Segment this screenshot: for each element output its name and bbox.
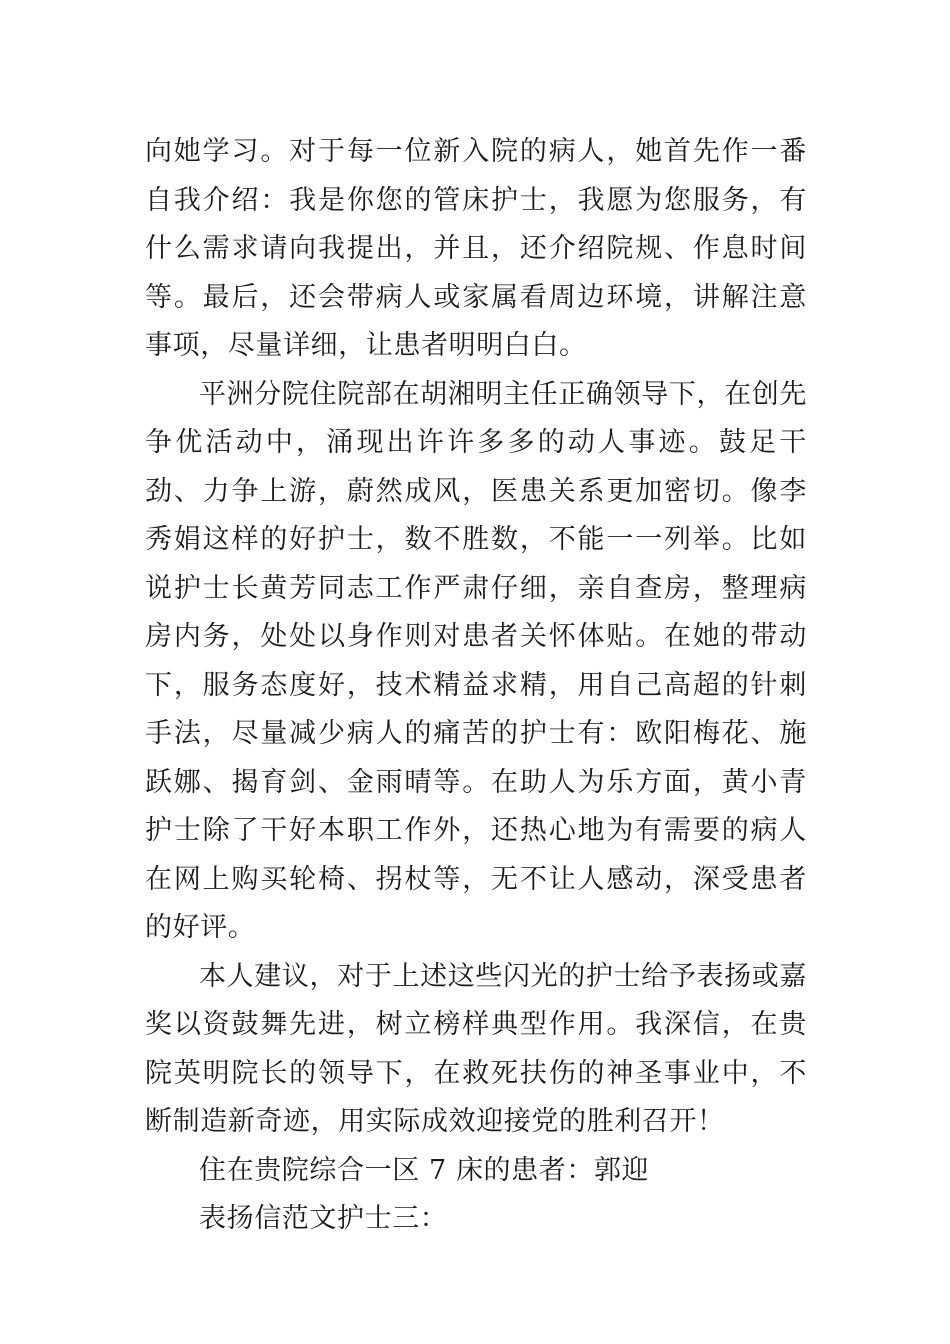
section-heading: 表扬信范文护士三：	[199, 1203, 448, 1234]
signature-line: 住在贵院综合一区 7 床的患者：郭迎	[199, 1154, 650, 1186]
paragraph-pingzhou-branch: 平洲分院住院部在胡湘明主任正确领导下，在创先争优活动中，涌现出许许多多的动人事迹。鼓足干劲、力争上游，蔚然成风，医患关系更加密切。像李秀娟这样的好护士，数不胜数，不能一一列举。比如说护士长黄芳同志工作严肃仔细，亲自查房，整理病房内务，处处以身作则对患者关怀体贴。在她的带动下，服务态度好，技术精益求精，用自己高超的针刺手法，尽量减少病人的痛苦的护士有：欧阳梅花、施跃娜、揭育剑、金雨晴等。在助人为乐方面，黄小青护士除了干好本职工作外，还热心地为有需要的病人在网上购买轮椅、拐杖等，无不让人感动，深受患者的好评。	[145, 378, 807, 943]
paragraph-continuation: 向她学习。对于每一位新入院的病人，她首先作一番自我介绍：我是你您的管床护士，我愿为您服务，有什么需求请向我提出，并且，还介绍院规、作息时间等。最后，还会带病人或家属看周边环境，讲解注意事项，尽量详细，让患者明明白白。	[145, 136, 807, 361]
document-body	[145, 128, 807, 1244]
paragraph-suggestion: 本人建议，对于上述这些闪光的护士给予表扬或嘉奖以资鼓舞先进，树立榜样典型作用。我深信，在贵院英明院长的领导下，在救死扶伤的神圣事业中，不断制造新奇迹，用实际成效迎接党的胜利召开！	[145, 960, 807, 1137]
